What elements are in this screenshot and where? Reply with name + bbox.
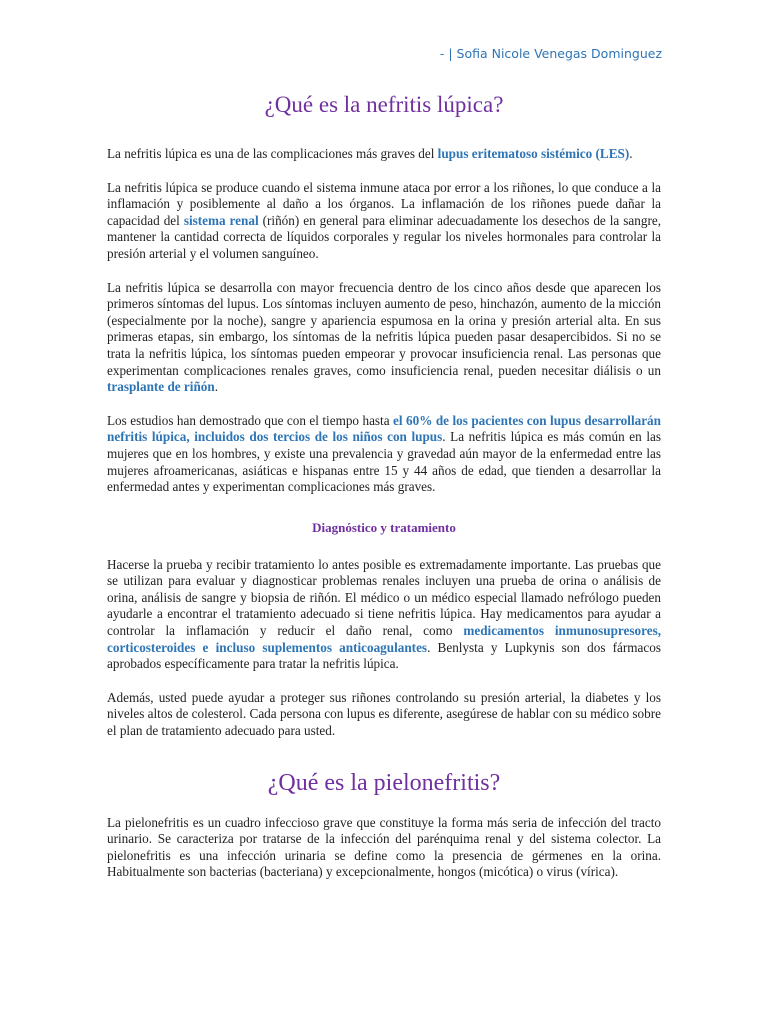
paragraph-diagnosis: Hacerse la prueba y recibir tratamiento lo antes posible es extremadamente importante. Las pruebas que se utilizan para evaluar y diagnosticar problemas renales incluyen una prueba de orina o análisis de orina, análisis de sangre y biopsia de riñón. El médico o un médico especial llamado nefrólogo pueden ayudarle a encontrar el tratamiento adecuado si tiene nefritis lúpica. Hay medicamentos para ayudar a controlar la inflamación y reducir el daño renal, como medicamentos inmunosupresores, corticosteroides e incluso suplementos anticoagulantes. Benlysta y Lupkynis son dos fármacos aprobados específicamente para tratar la nefritis lúpica. xyxy=(107,556,661,672)
paragraph-intro: La nefritis lúpica es una de las complicaciones más graves del lupus eritematoso sistémico (LES). xyxy=(107,146,633,161)
document-body xyxy=(107,92,661,898)
link-trasplante-rinon[interactable]: trasplante de riñón xyxy=(107,379,215,395)
author-header: - | Sofia Nicole Venegas Dominguez xyxy=(439,46,662,61)
subtitle-diagnostico: Diagnóstico y tratamiento xyxy=(312,519,456,535)
link-estadisticas[interactable]: el 60% de los pacientes con lupus desarrollarán nefritis lúpica, incluidos dos tercios de los niños con lupus xyxy=(107,412,661,445)
link-lupus-les[interactable]: lupus eritematoso sistémico (LES) xyxy=(437,146,630,161)
paragraph-causes: La nefritis lúpica se produce cuando el sistema inmune ataca por error a los riñones, lo que conduce a la inflamación y posiblemente al daño a los órganos. La inflamación de los riñones puede dañar la capacidad del sistema renal (riñón) en general para eliminar adecuadamente los desechos de la sangre, mantener la cantidad correcta de líquidos corporales y regular los niveles hormonales para controlar la presión arterial y el volumen sanguíneo. xyxy=(107,179,661,261)
link-sistema-renal[interactable]: sistema renal xyxy=(183,212,259,228)
title-nefritis-lupica: ¿Qué es la nefritis lúpica? xyxy=(264,92,504,117)
title-pielonefritis: ¿Qué es la pielonefritis? xyxy=(267,769,501,796)
paragraph-symptoms: La nefritis lúpica se desarrolla con mayor frecuencia dentro de los cinco años desde que aparecen los primeros síntomas del lupus. Los síntomas incluyen aumento de peso, hinchazón, aumento de la micción (especialmente por la noche), sangre y apariencia espumosa en la orina y presión arterial alta. En sus primeras etapas, sin embargo, los síntomas de la nefritis lúpica pueden pasar desapercibidos. Si no se trata la nefritis lúpica, los síntomas pueden empeorar y provocar insuficiencia renal. Las personas que experimentan complicaciones renales graves, como insuficiencia renal, pueden necesitar diálisis o un trasplante de riñón. xyxy=(107,279,661,395)
paragraph-statistics: Los estudios han demostrado que con el tiempo hasta el 60% de los pacientes con lupus desarrollarán nefritis lúpica, incluidos dos tercios de los niños con lupus. La nefritis lúpica es más común en las mujeres que en los hombres, y existe una prevalencia y gravedad aún mayor de la enfermedad entre las mujeres afroamericanas, asiáticas e hispanas entre 15 y 44 años de edad, que tienden a desarrollar la enfermedad antes y experimentan complicaciones más graves. xyxy=(107,412,661,495)
paragraph-pielonefritis: La pielonefritis es un cuadro infeccioso grave que constituye la forma más seria de infección del tracto urinario. Se caracteriza por tratarse de la infección del parénquima renal y del sistema colector. La pielonefritis es una infección urinaria se define como la presencia de gérmenes en la orina. Habitualmente son bacterias (bacteriana) y excepcionalmente, hongos (micótica) o virus (vírica). xyxy=(107,814,661,880)
paragraph-prevention: Además, usted puede ayudar a proteger sus riñones controlando su presión arterial, la diabetes y los niveles altos de colesterol. Cada persona con lupus es diferente, asegúrese de hablar con su médico sobre el plan de tratamiento adecuado para usted. xyxy=(107,689,661,739)
link-medicamentos[interactable]: medicamentos inmunosupresores, corticosteroides e incluso suplementos anticoagulantes xyxy=(107,623,661,655)
